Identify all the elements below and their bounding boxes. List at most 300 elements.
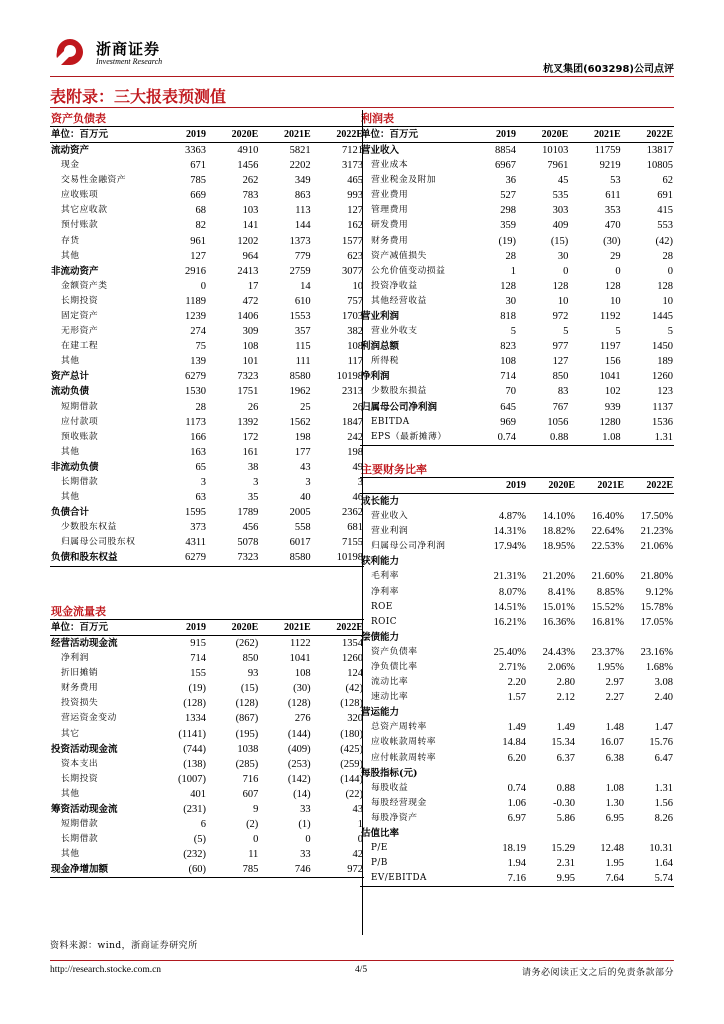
row-value: 16.81% [591,616,624,628]
row-label: 应付帐款周转率 [371,752,437,763]
row-value: 7323 [237,371,259,383]
row-label: 每股指标(元) [361,767,418,779]
row-value: 850 [242,653,259,665]
row-value: 274 [190,326,206,338]
row-value: 298 [500,205,516,217]
row-value: 108 [500,356,516,368]
table-row [50,520,364,535]
row-value: 939 [604,401,621,413]
row-value: 915 [190,638,206,649]
table-row [360,615,674,630]
row-value: 1536 [652,416,673,428]
income-grid [360,127,674,445]
row-value: 5 [563,326,569,338]
row-value: 0 [667,265,673,277]
header-divider [50,76,674,77]
row-value: 1.49 [556,722,575,734]
row-value: 38 [247,461,259,473]
logo-text-cn: 浙商证券 [96,40,161,58]
row-value [478,826,527,841]
row-label: 少数股东损益 [371,386,427,397]
row-label: 净利率 [371,586,399,597]
row-value [576,766,625,781]
row-value: 46 [352,492,363,504]
unit-label: 单位：百万元 [361,129,419,140]
table-row [360,494,674,510]
row-value: 785 [242,864,259,876]
row-value: 1789 [237,507,259,519]
row-value: 2.06% [547,661,575,673]
table-row [50,490,364,505]
row-label: EBITDA [371,416,410,427]
row-value: 21.23% [640,526,673,538]
row-value: 35 [247,492,259,504]
row-value [527,766,576,781]
row-value: 11 [248,849,259,861]
row-value: 863 [294,190,311,202]
row-value: 7.16 [507,873,526,885]
year-header: 2019 [185,622,206,633]
row-value: 10 [662,295,673,307]
row-value [527,826,576,841]
table-row [360,766,674,781]
row-label: 归属母公司股东权 [61,537,136,548]
row-value: (42) [655,235,673,247]
row-label: 营业收入 [361,145,400,156]
table-row [50,772,364,787]
table-row [50,696,364,711]
row-value: 124 [347,668,363,680]
row-value: 49 [352,461,363,473]
row-label: 归属母公司净利润 [361,401,438,413]
row-label: 预收账款 [61,431,99,442]
row-value: 7155 [342,537,363,549]
row-value: 977 [552,341,569,353]
row-value: 1192 [600,310,621,322]
row-value: 5.86 [556,812,575,824]
row-value: (231) [183,803,206,815]
row-value: 40 [300,492,311,504]
table-row [50,742,364,757]
table-row [50,173,364,188]
row-value: 28 [195,401,206,413]
row-value: 18.82% [542,526,575,538]
row-value: 9 [253,803,259,815]
table-row [50,143,364,159]
row-label: 营业外收支 [371,326,418,337]
row-value: 63 [195,492,206,504]
table-row [360,645,674,660]
row-value: 1189 [185,295,206,307]
row-label: 预付账款 [61,220,99,231]
year-header: 2021E [283,129,311,140]
row-value: 2313 [342,386,363,398]
row-value: 1373 [289,235,311,247]
row-value: 111 [295,356,311,368]
row-label: 无形资产 [61,326,99,337]
table-row [50,505,364,520]
row-label: 总资产周转率 [371,722,427,733]
row-value: 2759 [289,265,311,277]
row-value: 16.40% [591,511,624,523]
row-value: (259) [340,758,363,770]
row-value: 127 [552,356,569,368]
row-value: 10 [352,280,363,292]
row-value: 1.31 [654,782,673,794]
row-label: 营业费用 [371,190,409,201]
table-row [50,681,364,696]
row-label: 负债和股东权益 [51,552,118,564]
row-value: (14) [293,788,311,800]
row-label: 公允价值变动损益 [371,265,446,276]
row-value: 1.49 [507,722,526,734]
table-header-row [360,127,674,143]
row-value: 21.20% [542,571,575,583]
row-value [625,554,674,569]
row-value: 17.05% [640,616,673,628]
table-row [360,158,674,173]
row-value: 472 [242,295,259,307]
row-value: 17.50% [640,511,673,523]
row-value: 2.31 [556,858,575,870]
row-value [625,826,674,841]
row-value: 10103 [542,145,569,156]
row-label: 筹资活动现金流 [51,803,118,815]
row-value: 24.43% [542,646,575,658]
row-value: 14.31% [493,526,526,538]
row-value: 465 [347,175,363,187]
row-value: 8.85% [596,586,624,598]
table-row [50,339,364,354]
row-value: 1260 [342,653,363,665]
row-value: 993 [347,190,363,202]
row-value: 108 [242,341,259,353]
report-title: 杭叉集团(603298)公司点评 [543,64,674,75]
row-value: 30 [505,295,516,307]
row-value: (128) [340,698,363,710]
row-value: 1 [510,265,516,277]
row-value [478,705,527,720]
row-value: 1456 [237,160,259,172]
row-value: 68 [195,205,206,217]
row-value: 681 [347,522,363,534]
row-value: 123 [657,386,673,398]
row-label: 获利能力 [361,556,400,568]
row-label: 净利润 [361,371,390,383]
row-value: 610 [294,295,311,307]
footer-url-link[interactable]: http://research.stocke.com.cn [50,965,162,975]
table-row [50,354,364,369]
row-value: 8580 [289,371,311,383]
table-row [50,535,364,550]
row-value: 198 [294,431,311,443]
table-row [50,787,364,802]
row-label: 流动比率 [371,677,409,688]
row-value: 1847 [342,416,363,428]
row-value: 15.76 [649,737,673,749]
row-value: 1.95% [596,661,624,673]
table-row [360,660,674,675]
row-value: (128) [183,698,206,710]
row-value: 0 [357,834,363,846]
ratios-grid [360,478,674,886]
table-row [360,811,674,826]
row-value: 108 [294,668,311,680]
row-value: 1122 [290,638,311,649]
row-value: 558 [294,522,311,534]
row-value: (285) [235,758,259,770]
row-value: 10.31 [649,843,673,855]
table-header-row [50,127,364,143]
row-value: 767 [552,401,569,413]
balance-grid [50,127,364,566]
ratios-title: 主要财务比率 [360,461,674,478]
row-value: 2916 [184,265,206,277]
row-value: 0 [305,834,311,846]
row-value: 972 [347,864,363,876]
row-value: 144 [294,220,311,232]
row-label: 长期借款 [61,477,99,488]
row-value: 2.27 [605,692,624,704]
year-header: 2020E [231,129,259,140]
row-value: 108 [347,341,363,353]
row-label: 营运资金变动 [61,713,117,724]
row-value: (253) [287,758,311,770]
row-value: 5 [615,326,621,338]
row-label: 投资损失 [61,698,99,709]
row-value: 1445 [652,310,673,322]
row-value: 23.37% [591,646,624,658]
row-value: 14.84 [502,737,526,749]
row-value: 276 [294,713,311,725]
table-row [50,264,364,279]
row-value: 7323 [237,552,259,564]
row-value: 0 [615,265,621,277]
row-value: 1041 [289,653,311,665]
row-value: 1703 [342,310,363,322]
year-header: 2021E [593,129,621,140]
row-value: 2.71% [498,661,526,673]
row-value [625,630,674,645]
row-value: 1137 [652,401,673,413]
table-row [360,554,674,569]
row-value: 553 [657,220,673,232]
row-value: (19) [188,683,206,695]
row-value: 21.31% [493,571,526,583]
year-header: 2020E [231,622,259,633]
table-row [360,841,674,856]
row-value: 17 [247,280,259,292]
row-value: 3077 [342,265,363,277]
table-row [360,630,674,645]
row-value: 15.78% [640,601,673,613]
row-value: 2.80 [556,677,575,689]
table-row [50,802,364,817]
table-row [360,339,674,354]
row-value: (1007) [177,773,206,785]
row-label: 营业税金及附加 [371,175,437,186]
row-value: 3.08 [654,677,673,689]
row-label: 毛利率 [371,571,399,582]
row-value: 5.74 [654,873,673,885]
table-row [50,862,364,877]
row-value: 3173 [342,160,363,172]
year-header: 2022E [646,480,673,491]
row-value: 1.47 [654,722,673,734]
row-value: 1.06 [507,797,526,809]
row-value: (180) [340,728,363,740]
row-label: 管理费用 [371,205,409,216]
row-value: 456 [242,522,259,534]
year-header: 2019 [495,129,516,140]
row-value: 1.95 [605,858,624,870]
table-row [360,539,674,554]
row-label: 净负债比率 [371,661,418,672]
row-value: 14.51% [493,601,526,613]
row-value: 3 [357,477,363,489]
row-value: 16.21% [493,616,526,628]
table-row [360,781,674,796]
row-value: 163 [190,446,206,458]
row-value: 1056 [547,416,569,428]
table-row [360,384,674,399]
row-value: 242 [347,431,363,443]
row-label: 净利润 [61,653,89,664]
row-label: 存货 [61,235,80,246]
row-value: 1.08 [602,431,621,443]
income-statement-table [360,110,674,446]
table-row [360,309,674,324]
unit-label [360,478,478,494]
row-value: 1197 [600,341,621,353]
row-value [576,705,625,720]
row-value: (144) [340,773,363,785]
row-value: 21.60% [591,571,624,583]
row-value: 850 [552,371,569,383]
table-row [50,233,364,248]
row-value: 102 [604,386,621,398]
row-value: (142) [287,773,311,785]
row-label: EV/EBITDA [371,873,427,884]
row-value: 972 [552,310,569,322]
row-value: 62 [662,175,673,187]
row-value: 11759 [594,145,621,156]
row-label: 估值比率 [361,828,400,840]
row-value: 1334 [184,713,206,725]
row-value: 6.38 [605,752,624,764]
row-value [625,766,674,781]
row-value: 2413 [237,265,259,277]
row-label: 其他 [61,446,80,457]
table-row [360,584,674,599]
row-value: 21.80% [640,571,673,583]
row-value: 0.88 [549,431,569,443]
table-row [360,430,674,445]
row-value: 6967 [494,160,516,172]
year-header: 2020E [541,129,569,140]
row-value: 1.30 [605,797,624,809]
row-value: 6.37 [556,752,575,764]
row-value: 17.94% [493,541,526,553]
row-value: 1530 [184,386,206,398]
row-value: 0.88 [556,782,575,794]
table-row [360,233,674,248]
row-value: 373 [190,522,206,534]
row-value: 28 [505,250,516,262]
table-row [50,817,364,832]
row-value: 21.06% [640,541,673,553]
footer-disclaimer: 请务必阅读正文之后的免责条款部分 [521,968,674,978]
row-value: 6.20 [507,752,526,764]
row-value: 0 [253,834,259,846]
table-row [50,711,364,726]
table-row [50,757,364,772]
row-value: 262 [242,175,259,187]
row-value [625,494,674,510]
row-value: 141 [242,220,259,232]
cashflow-grid [50,620,364,877]
row-value: 303 [552,205,569,217]
row-value: 714 [500,371,516,383]
row-value: 1.56 [654,797,673,809]
row-label: 短期借款 [61,401,99,412]
row-label: 资产减值损失 [371,250,427,261]
row-value [478,766,527,781]
year-header: 2022E [646,129,673,140]
column-divider [362,110,363,935]
row-label: 长期借款 [61,834,99,845]
row-value: 785 [190,175,206,187]
cashflow-table [50,603,364,878]
table-row [360,218,674,233]
row-value: 128 [552,280,569,292]
table-row [360,751,674,766]
row-label: 长期投资 [61,773,99,784]
table-header-row [360,478,674,494]
row-label: 在建工程 [61,341,99,352]
row-value: 15.52% [591,601,624,613]
logo-text-en: Investment Research [96,57,163,66]
row-value: 691 [657,190,673,202]
row-value [625,705,674,720]
row-value: 1354 [342,638,363,649]
row-label: 其他经营收益 [371,295,427,306]
row-label: 应收帐款周转率 [371,737,437,748]
row-value: 29 [610,250,621,262]
table-row [50,158,364,173]
row-value: 401 [190,788,206,800]
row-value [527,630,576,645]
row-label: 现金 [61,160,80,171]
row-value: 101 [242,356,259,368]
row-value: 9.95 [556,873,575,885]
row-label: 固定资产 [61,310,99,321]
row-value: (19) [498,235,516,247]
row-label: 流动负债 [51,386,90,398]
row-label: 成长能力 [361,496,400,507]
row-value: 10198 [336,552,363,564]
row-value: 5 [667,326,673,338]
table-row [50,384,364,399]
row-value: 535 [552,190,569,202]
row-value: 139 [190,356,206,368]
row-value [527,705,576,720]
income-bottom-rule [360,445,674,446]
row-value: 7.64 [605,873,624,885]
row-value: (128) [287,698,311,710]
table-row [360,400,674,415]
row-label: P/B [371,858,388,869]
